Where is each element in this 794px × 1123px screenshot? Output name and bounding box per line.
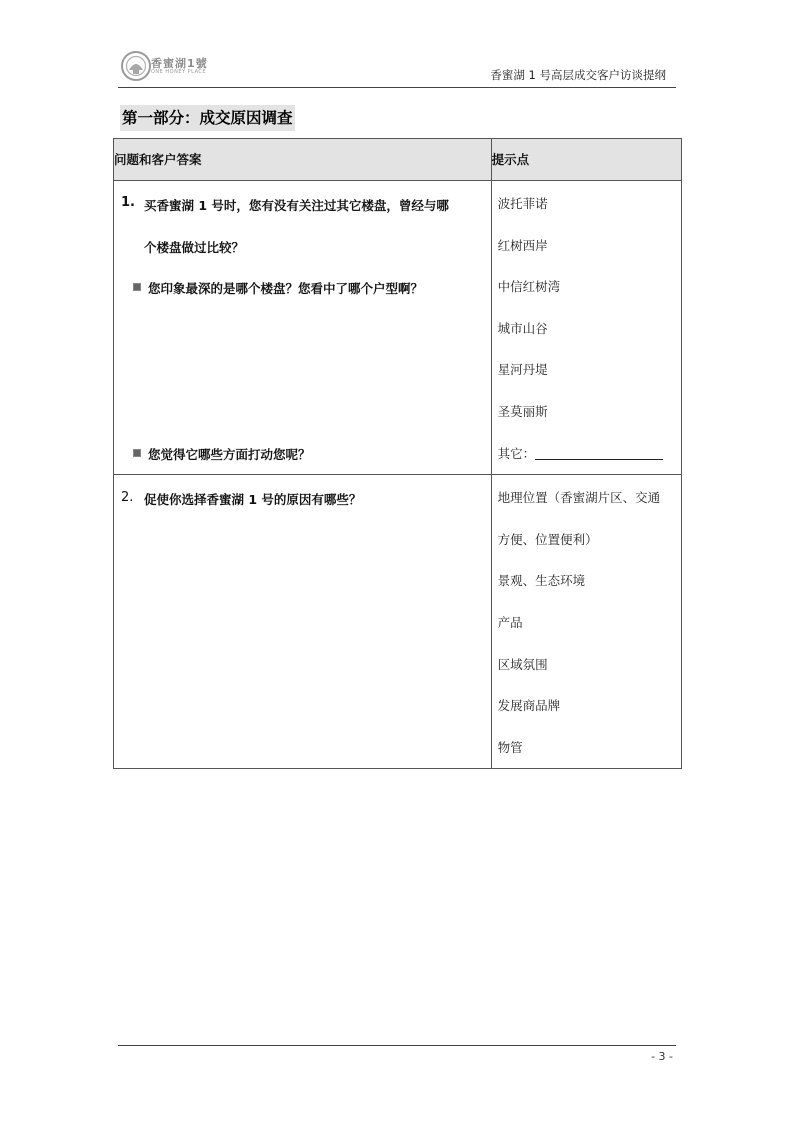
sub-question: 您印象最深的是哪个楼盘？您看中了哪个户型啊？	[148, 281, 424, 296]
fill-in-blank[interactable]	[535, 446, 663, 460]
hint-list	[492, 477, 681, 768]
hint-item-label: 其它：	[497, 445, 536, 461]
question-text-line: 买香蜜湖 1 号时，您有没有关注过其它楼盘，曾经与哪	[144, 198, 449, 213]
sub-question: 您觉得它哪些方面打动您呢？	[148, 447, 311, 462]
hint-item: 波托菲诺	[497, 196, 548, 211]
hint-item: 星河丹堤	[497, 362, 548, 378]
interview-table	[113, 138, 682, 769]
question-number: 2.	[121, 490, 134, 506]
header-divider	[118, 87, 676, 88]
question-cell	[114, 475, 492, 769]
hint-item: 方便、位置便利）	[497, 531, 598, 547]
column-header-hints: 提示点	[491, 139, 681, 181]
hint-item: 中信红树湾	[497, 279, 561, 295]
hint-item: 城市山谷	[497, 320, 548, 336]
hint-item: 发展商品牌	[497, 698, 561, 714]
section-title: 第一部分：成交原因调查	[120, 105, 295, 131]
document-header-title: 香蜜湖 1 号高层成交客户访谈提纲	[490, 68, 666, 82]
table-row	[114, 181, 682, 475]
question-cell	[114, 181, 492, 475]
logo-text: 香蜜湖1號	[151, 57, 208, 70]
table-row	[114, 475, 682, 769]
hint-item: 物管	[497, 739, 523, 755]
question-number: 1.	[121, 195, 135, 210]
hint-cell	[491, 181, 681, 475]
square-bullet-icon	[133, 283, 141, 291]
square-bullet-icon	[133, 449, 141, 457]
hint-item: 景观、生态环境	[497, 573, 586, 589]
column-header-questions: 问题和客户答案	[114, 139, 492, 181]
question-text-line: 促使你选择香蜜湖 1 号的原因有哪些？	[144, 492, 362, 508]
table-header-row	[114, 139, 682, 181]
logo-subtitle: ONE HONEY PLACE	[151, 69, 207, 75]
hint-item: 区域氛围	[497, 656, 548, 672]
hint-item-other	[498, 433, 681, 475]
hint-item: 产品	[497, 614, 523, 630]
hint-cell	[491, 475, 681, 769]
hint-list	[492, 183, 681, 474]
hint-item: 红树西岸	[497, 237, 548, 253]
footer-divider	[118, 1045, 676, 1046]
hint-item: 圣莫丽斯	[497, 403, 548, 419]
question-text-line: 个楼盘做过比较？	[144, 240, 245, 255]
hint-item: 地理位置（香蜜湖片区、交通	[497, 490, 661, 506]
page-number: - 3 -	[651, 1050, 673, 1063]
